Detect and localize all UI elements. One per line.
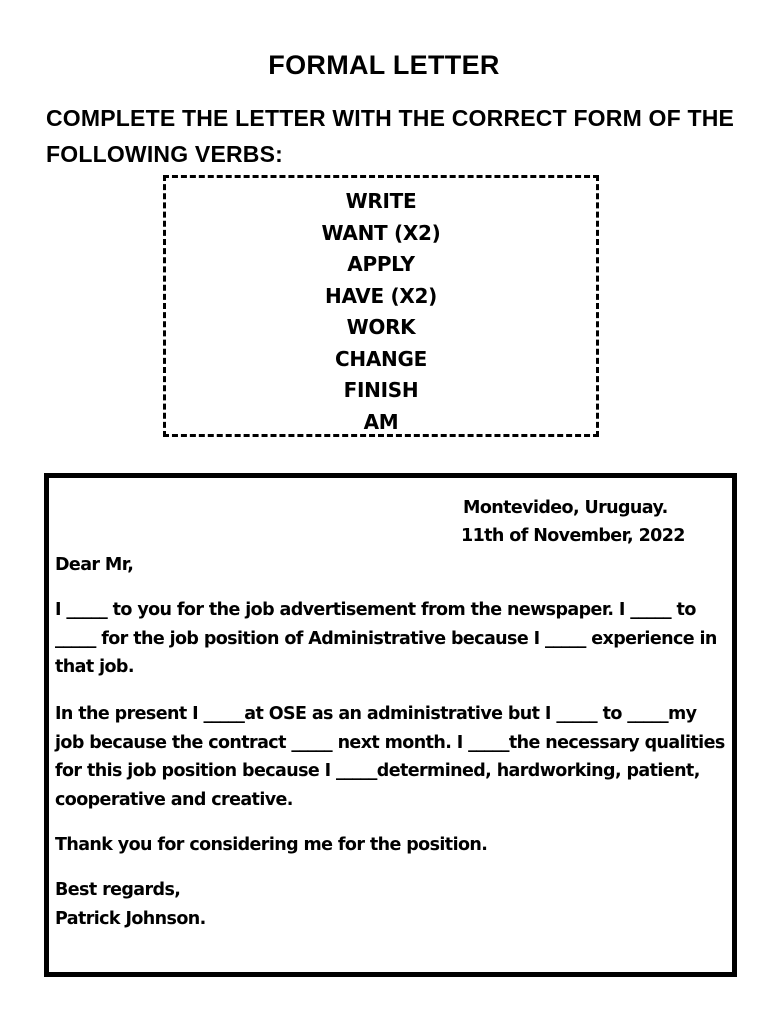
verb-list <box>166 186 596 438</box>
letter-paragraph-2: In the present I _____at OSE as an administrative but I _____ to _____my job because the contract _____ next month. I _____the necessary qualities for this job position because I _____determined, hardworking, patient, cooperative and creative. <box>55 704 725 810</box>
verb-item: CHANGE <box>335 346 427 371</box>
letter-signature: Patrick Johnson. <box>55 909 206 929</box>
page-title: FORMAL LETTER <box>268 50 500 80</box>
verb-item: WANT (X2) <box>321 220 441 245</box>
letter-date: 11th of November, 2022 <box>461 526 685 546</box>
letter-place: Montevideo, Uruguay. <box>463 498 668 518</box>
verb-item: WRITE <box>345 189 417 213</box>
verb-item: HAVE (X2) <box>325 283 437 308</box>
verb-item: AM <box>363 409 399 434</box>
verb-item: WORK <box>346 315 416 339</box>
instructions: COMPLETE THE LETTER WITH THE CORRECT FORM OF THE FOLLOWING VERBS: <box>46 105 735 167</box>
letter-box <box>44 473 737 977</box>
letter-salutation: Dear Mr, <box>55 555 134 575</box>
letter-closing: Best regards, <box>55 880 181 900</box>
letter-paragraph-1: I _____ to you for the job advertisement from the newspaper. I _____ to _____ for the job position of Administrative because I _____ experience in that job. <box>55 600 717 677</box>
verb-item: FINISH <box>343 378 419 402</box>
verb-item: APPLY <box>347 252 415 276</box>
verb-box <box>163 175 599 437</box>
letter-paragraph-3: Thank you for considering me for the position. <box>55 835 488 855</box>
